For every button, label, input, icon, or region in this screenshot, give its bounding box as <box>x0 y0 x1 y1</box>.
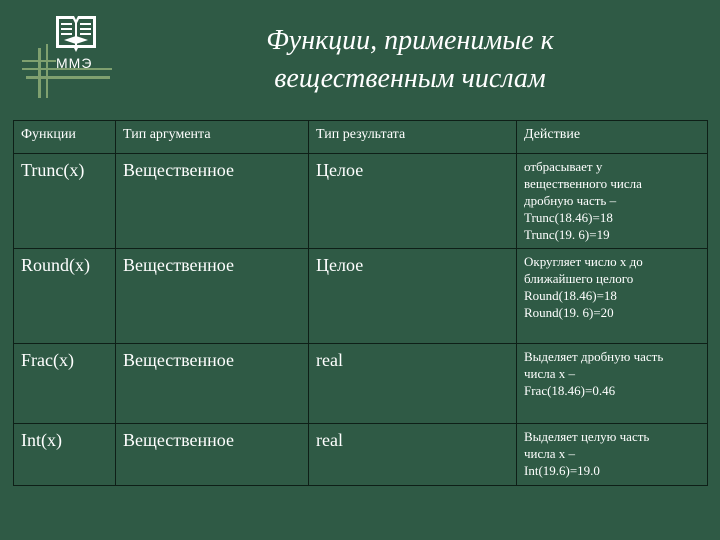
action-description <box>517 154 708 249</box>
column-header-action: Действие <box>517 121 708 154</box>
column-header-functions: Функции <box>14 121 116 154</box>
function-name: Round(x) <box>14 249 116 344</box>
logo-vertical-line <box>46 44 48 98</box>
result-type: real <box>309 344 517 424</box>
action-line: Frac(18.46)=0.46 <box>524 383 616 398</box>
result-type: Целое <box>309 154 517 249</box>
argument-type: Вещественное <box>116 424 309 486</box>
argument-type: Вещественное <box>116 154 309 249</box>
action-line: Int(19.6)=19.0 <box>524 463 600 478</box>
action-line: Выделяет дробную часть <box>524 349 664 364</box>
table-row <box>14 249 708 344</box>
action-line: Round(19. 6)=20 <box>524 305 614 320</box>
action-description <box>517 249 708 344</box>
table-row <box>14 344 708 424</box>
column-header-result-type: Тип результата <box>309 121 517 154</box>
action-line: Trunc(18.46)=18 <box>524 210 613 225</box>
action-description <box>517 424 708 486</box>
action-line: дробную часть – <box>524 193 617 208</box>
logo-text: ММЭ <box>56 55 93 71</box>
argument-type: Вещественное <box>116 249 309 344</box>
open-book-icon <box>54 14 98 56</box>
logo-horizontal-line <box>26 76 110 79</box>
logo <box>22 14 112 98</box>
action-line: Округляет число x до <box>524 254 643 269</box>
logo-horizontal-line <box>22 60 56 62</box>
action-line: числа x – <box>524 366 576 381</box>
action-description <box>517 344 708 424</box>
function-name: Int(x) <box>14 424 116 486</box>
result-type: real <box>309 424 517 486</box>
argument-type: Вещественное <box>116 344 309 424</box>
page-title <box>160 22 660 98</box>
table-row <box>14 424 708 486</box>
title-line-2: вещественным числам <box>274 63 546 94</box>
table-row <box>14 154 708 249</box>
result-type: Целое <box>309 249 517 344</box>
action-line: Round(18.46)=18 <box>524 288 617 303</box>
action-line: Trunc(19. 6)=19 <box>524 227 610 242</box>
function-name: Trunc(x) <box>14 154 116 249</box>
action-line: Выделяет целую часть <box>524 429 650 444</box>
action-line: ближайшего целого <box>524 271 634 286</box>
table-header-row <box>14 121 708 154</box>
functions-table <box>13 120 708 486</box>
action-line: числа x – <box>524 446 576 461</box>
function-name: Frac(x) <box>14 344 116 424</box>
logo-vertical-line <box>38 48 41 98</box>
action-line: вещественного числа <box>524 176 642 191</box>
column-header-argument-type: Тип аргумента <box>116 121 309 154</box>
title-line-1: Функции, применимые к <box>266 25 554 56</box>
action-line: отбрасывает у <box>524 159 603 174</box>
